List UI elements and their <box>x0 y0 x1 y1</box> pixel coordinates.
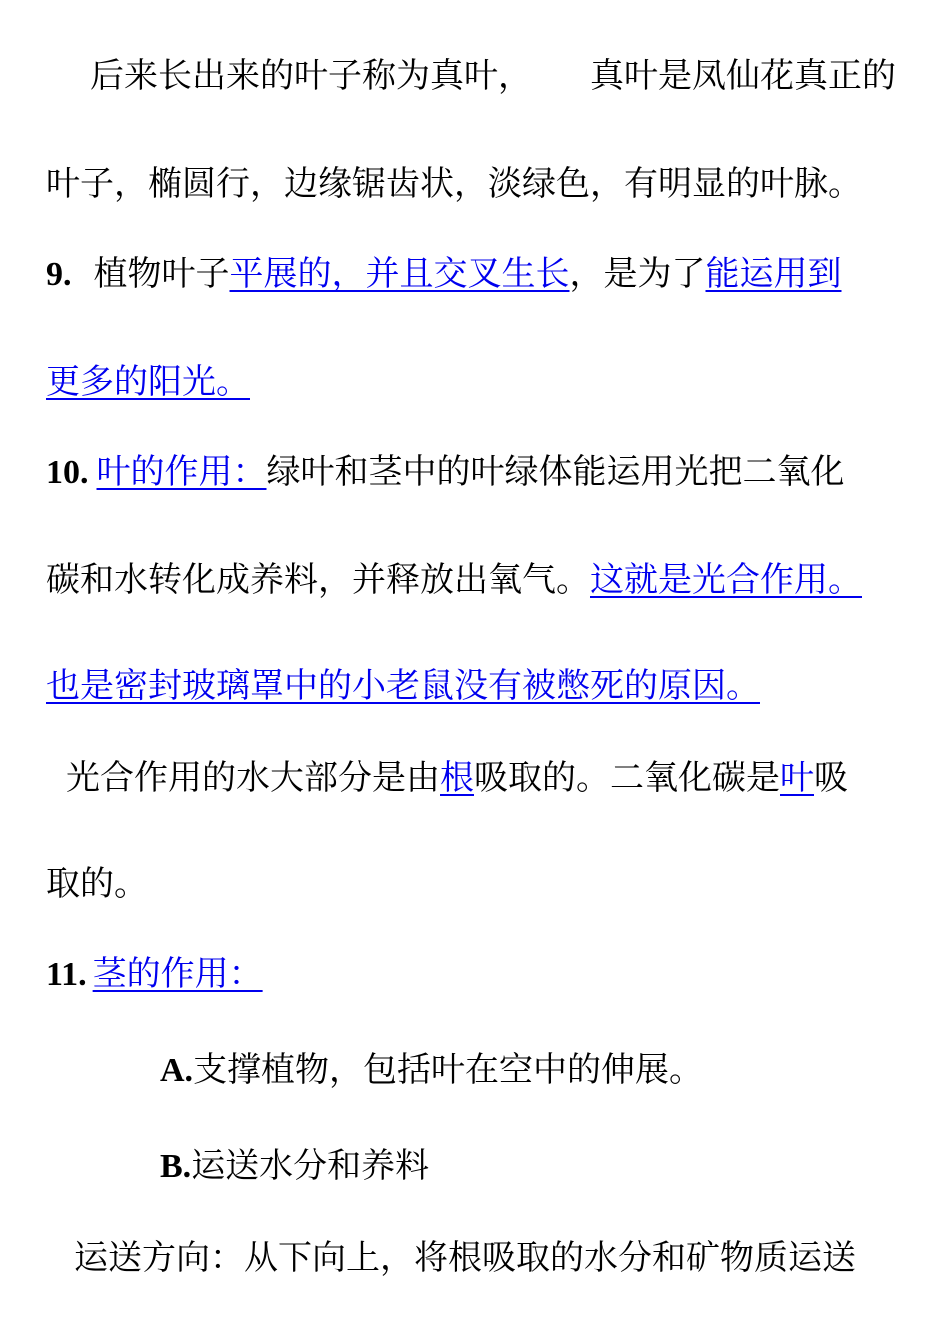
item-9-line-1 <box>46 252 906 297</box>
item-11-a-text: 支撑植物，包括叶在空中的伸展。 <box>193 1050 704 1090</box>
item-9-link-2b[interactable]: 更多的阳光。 <box>46 362 250 402</box>
item-11-b-line <box>160 1144 906 1189</box>
item-9-number: 9. <box>46 256 72 293</box>
item-10-line-2 <box>46 558 906 602</box>
item-10-number: 10. <box>46 454 89 491</box>
item-10-leaf-link[interactable]: 叶 <box>780 758 814 798</box>
item-11-direction-line <box>74 1236 906 1280</box>
item-11-number: 11. <box>46 956 87 993</box>
item-10-para-text-4: 取的。 <box>46 864 148 904</box>
item-10-link-a[interactable]: 这就是光合作用。 <box>590 560 862 600</box>
item-10-line-4 <box>66 756 906 800</box>
intro-line-2 <box>46 162 906 206</box>
item-10-link-b[interactable]: 也是密封玻璃罩中的小老鼠没有被憋死的原因。 <box>46 666 760 706</box>
intro-text-1a: 后来长出来的叶子称为真叶， <box>90 56 532 96</box>
item-11-b-label: B. <box>160 1148 192 1185</box>
item-11-a-label: A. <box>160 1052 194 1089</box>
item-11-line-1 <box>46 952 906 997</box>
item-9-line-2 <box>46 360 906 404</box>
item-10-heading[interactable]: 叶的作用： <box>96 452 267 492</box>
item-10-text-2: 碳和水转化成养料，并释放出氧气。 <box>46 560 590 600</box>
item-10-para-text-3: 吸 <box>814 758 848 798</box>
item-10-para-text-1: 光合作用的水大部分是由 <box>66 758 440 798</box>
item-11-heading[interactable]: 茎的作用： <box>92 954 263 994</box>
item-11-a-line <box>160 1048 906 1093</box>
item-9-text-1: 植物叶子 <box>93 254 230 294</box>
item-9-link-2a[interactable]: 能运用到 <box>705 254 842 294</box>
intro-text-2: 叶子，椭圆行，边缘锯齿状，淡绿色，有明显的叶脉。 <box>46 164 862 204</box>
item-10-line-1 <box>46 450 906 495</box>
item-11-direction-text: 运送方向：从下向上，将根吸取的水分和矿物质运送 <box>74 1238 856 1278</box>
item-9-text-2: ，是为了 <box>569 254 706 294</box>
item-10-root-link[interactable]: 根 <box>440 758 474 798</box>
item-10-line-5 <box>46 862 906 906</box>
item-9-link-1[interactable]: 平展的，并且交叉生长 <box>229 254 570 294</box>
intro-text-1b: 真叶是凤仙花真正的 <box>590 56 896 96</box>
item-11-b-text: 运送水分和养料 <box>191 1146 430 1186</box>
item-10-para-text-2: 吸取的。二氧化碳是 <box>474 758 780 798</box>
intro-line-1 <box>90 54 906 98</box>
item-10-line-3 <box>46 664 906 708</box>
item-10-text-1: 绿叶和茎中的叶绿体能运用光把二氧化 <box>266 452 845 492</box>
